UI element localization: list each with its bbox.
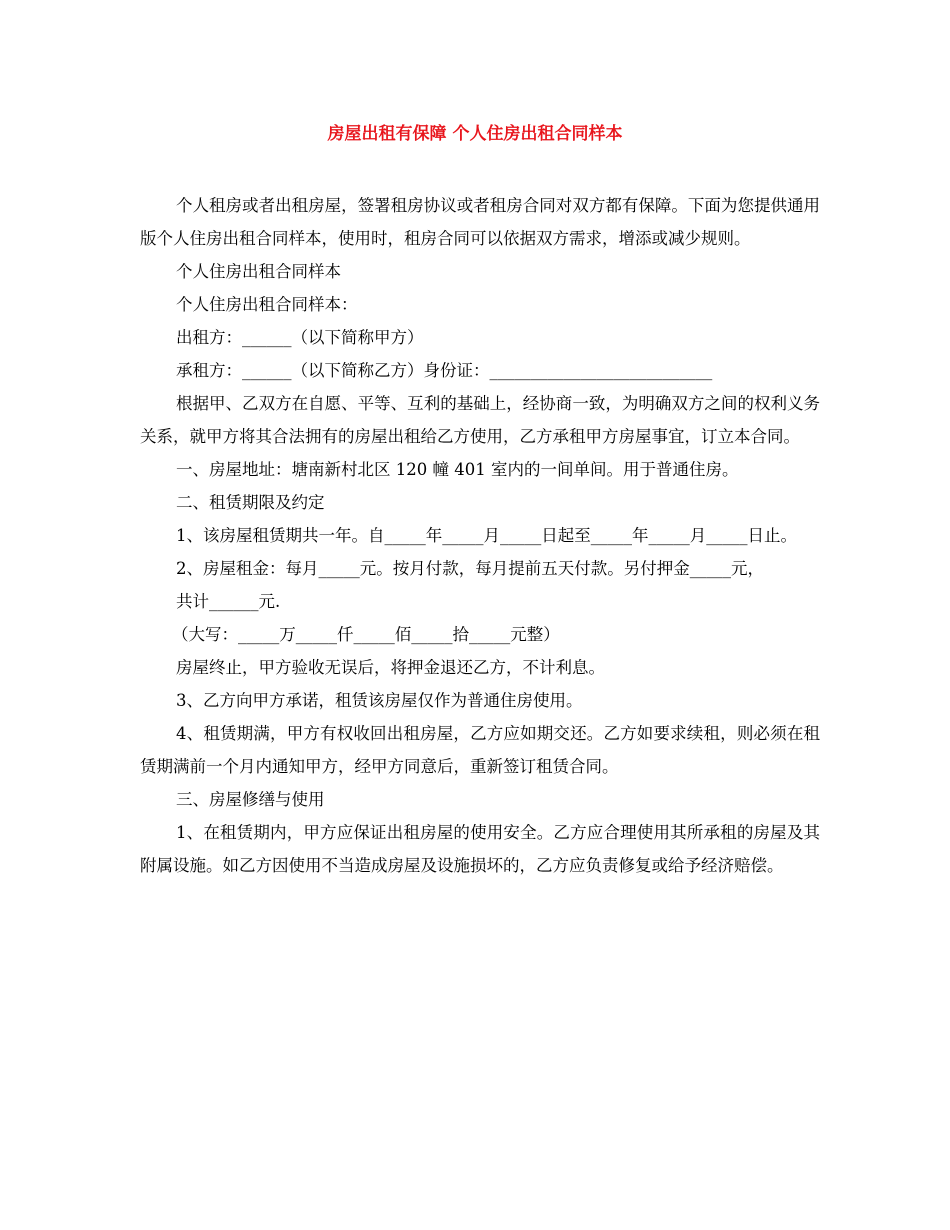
section-2-heading: 二、租赁期限及约定: [176, 493, 325, 512]
clause-2-4: 4、租赁期满，甲方有权收回出租房屋，乙方应如期交还。乙方如要求续租，则必须在租赁期满前一个月内通知甲方，经甲方同意后，重新签订租赁合同。: [140, 724, 820, 776]
capital-amount-line: （大写：_____万_____仟_____佰_____拾_____元整）: [172, 625, 560, 644]
deposit-return-line: 房屋终止，甲方验收无误后，将押金退还乙方，不计利息。: [176, 658, 605, 677]
intro-paragraph: 个人租房或者出租房屋，签署租房协议或者租房合同对双方都有保障。下面为您提供通用版个人住房出租合同样本，使用时，租房合同可以依据双方需求，增添或减少规则。: [140, 196, 820, 248]
document-body: [140, 189, 820, 882]
clause-2-1: 1、该房屋租赁期共一年。自_____年_____月_____日起至_____年_____月_____日止。: [176, 526, 797, 545]
lessee-line: 承租方：______（以下简称乙方）身份证：___________________________: [176, 361, 713, 380]
document-title: 房屋出租有保障 个人住房出租合同样本: [327, 124, 623, 144]
section-1-address: 一、房屋地址：塘南新村北区 120 幢 401 室内的一间单间。用于普通住房。: [176, 460, 739, 479]
clause-2-2: 2、房屋租金：每月_____元。按月付款，每月提前五天付款。另付押金_____元，: [176, 559, 764, 578]
contract-subtitle-colon: 个人住房出租合同样本：: [176, 295, 358, 314]
preamble-paragraph: 根据甲、乙双方在自愿、平等、互利的基础上，经协商一致，为明确双方之间的权利义务关系，就甲方将其合法拥有的房屋出租给乙方使用，乙方承租甲方房屋事宜，订立本合同。: [140, 394, 820, 446]
clause-2-3: 3、乙方向甲方承诺，租赁该房屋仅作为普通住房使用。: [176, 691, 583, 710]
section-3-heading: 三、房屋修缮与使用: [176, 790, 325, 809]
clause-3-1: 1、在租赁期内，甲方应保证出租房屋的使用安全。乙方应合理使用其所承租的房屋及其附属设施。如乙方因使用不当造成房屋及设施损坏的，乙方应负责修复或给予经济赔偿。: [140, 823, 820, 875]
contract-subtitle: 个人住房出租合同样本: [176, 262, 341, 281]
total-line: 共计______元.: [176, 592, 281, 611]
lessor-line: 出租方：______（以下简称甲方）: [176, 328, 424, 347]
